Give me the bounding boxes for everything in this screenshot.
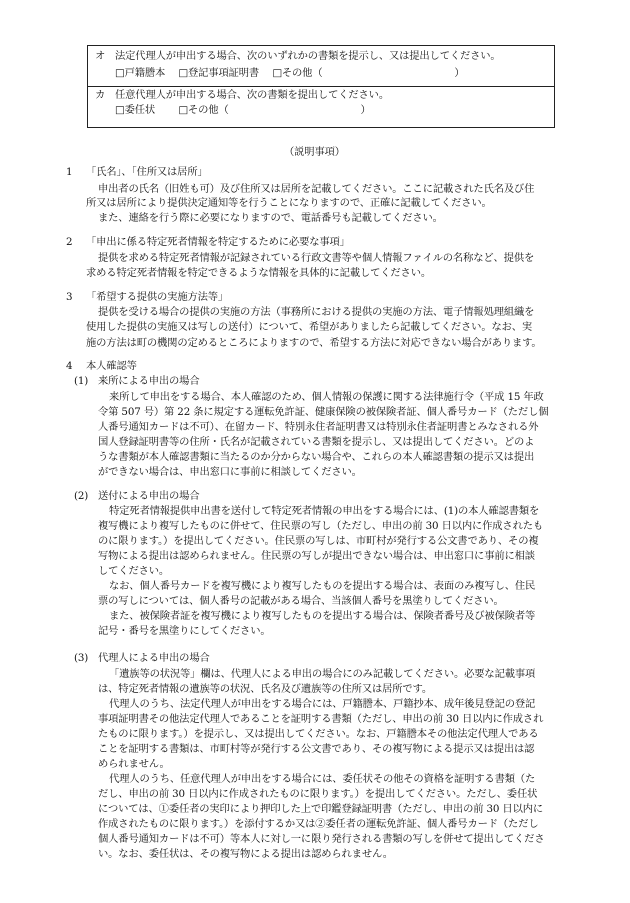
- subsection-3-line: 代理人のうち、任意代理人が申出をする場合には、委任状その他その資格を証明する書類（た: [109, 773, 536, 785]
- subsection-3-line: たものに限ります。）を提示し、又は提出してください。なお、戸籍謄本その他法定代理人である: [98, 728, 539, 740]
- subsection-1-line: 国人登録証明書等の住所・氏名が記載されている書類を提示し、又は提出してください。どのよ: [98, 436, 535, 448]
- subsection-2-line: なお、個人番号カードを複写機により複写したものを提出する場合は、表面のみ複写し、住民: [109, 580, 536, 592]
- subsection-3-line: については、①委任者の実印により押印した上で印鑑登録証明書（ただし、申出の前 30 日以内に: [98, 803, 544, 815]
- section-4-title: 本人確認等: [86, 360, 137, 372]
- subsection-2-line: 票の写しについては、個人番号の記載がある場合、当該個人番号を黒塗りしてください。: [98, 595, 504, 607]
- option-ka-checkboxes[interactable]: □委任状 □その他（ ）: [115, 104, 371, 116]
- section-2-title: 「申出に係る特定死者情報を特定するために必要な事項」: [86, 236, 350, 248]
- option-o-checkboxes[interactable]: □戸籍謄本 □登記事項証明書 □その他（ ）: [115, 67, 465, 79]
- section-1-line: また、連絡を行う際に必要になりますので、電話番号も記載してください。: [98, 212, 443, 224]
- subsection-3-line: 個人番号通知カードは不可）等本人に対し一に限り発行される書類の写しを併せて提出してくださ: [98, 833, 545, 845]
- subsection-3-line: 作成されたものに限ります。）を添付するか又は②委任者の運転免許証、個人番号カード（ただし: [98, 818, 539, 830]
- section-3-line: 施の方法は町の機関の定めるところによりますので、希望する方法に対応できない場合があります。: [86, 337, 542, 349]
- subsection-3-line: 「遺族等の状況等」欄は、代理人による申出の場合にのみ記載してください。必要な記載事項: [109, 668, 536, 680]
- section-1-line: 所又は居所により提供決定通知等を行うことになりますので、正確に記載してください。: [86, 197, 492, 209]
- subsection-3-line: 事項証明書その他法定代理人であることを証明する書類（ただし、申出の前 30 日以内に作成され: [98, 713, 544, 725]
- subsection-2-line: 記号・番号を黒塗りにしてください。: [98, 625, 271, 637]
- subsection-2-line: また、被保険者証を複写機により複写したものを提出する場合は、保険者番号及び被保険者等: [109, 610, 536, 622]
- subsection-2-line: 特定死者情報提供申出書を送付して特定死者情報の申出をする場合には、(1)の本人確認書類を: [109, 505, 540, 517]
- subsection-1-title: 来所による申出の場合: [98, 375, 200, 387]
- section-2-line: 求める特定死者情報を特定できるような情報を具体的に記載してください。: [86, 267, 431, 279]
- subsection-3-label: (3): [74, 652, 89, 664]
- subsection-3-line: は、特定死者情報の遺族等の状況、氏名及び遺族等の住所又は居所です。: [98, 683, 433, 695]
- subsection-3-title: 代理人による申出の場合: [98, 652, 210, 664]
- subsection-3-line: 代理人のうち、法定代理人が申出をする場合には、戸籍謄本、戸籍抄本、成年後見登記の登記: [109, 698, 536, 710]
- subsection-2-line: 写物による提出は認められません。住民票の写しが提出できない場合は、申出窓口に事前に相談: [98, 550, 535, 562]
- subsection-1-line: 令第 507 号）第 22 条に規定する運転免許証、健康保険の被保険者証、個人番号カード（ただし個: [98, 406, 549, 418]
- option-ka-text: 任意代理人が申出する場合、次の書類を提出してください。: [115, 89, 389, 101]
- section-3-line: 使用した提供の実施又は写しの送付）について、希望がありましたら記載してください。なお、実: [86, 321, 533, 333]
- section-2-number: 2: [66, 236, 73, 248]
- subsection-1-line: うな書類が本人確認書類に当たるのか分からない場合や、これらの本人確認書類の提示又は提出: [98, 451, 535, 463]
- subsection-1-line: 人番号通知カードは不可）、在留カード、特別永住者証明書又は特別永住者証明書とみなされる外: [98, 421, 539, 433]
- section-3-line: 提供を受ける場合の提供の実施の方法（事務所における提供の実施の方法、電子情報処理組織を: [98, 306, 535, 318]
- subsection-2-line: のに限ります。）を提出してください。住民票の写しは、市町村が発行する公文書であり、その複: [98, 535, 539, 547]
- section-1-title: 「氏名」、「住所又は居所」: [86, 166, 208, 178]
- section-3-title: 「希望する提供の実施方法等」: [86, 291, 229, 303]
- subsection-2-line: 複写機により複写したものに併せて、住民票の写し（ただし、申出の前 30 日以内に作成されたも: [98, 520, 544, 532]
- subsection-2-label: (2): [74, 490, 89, 502]
- section-4-number: 4: [66, 360, 73, 372]
- option-ka-marker: カ: [95, 89, 106, 101]
- section-2-line: 提供を求める特定死者情報が記録されている行政文書等や個人情報ファイルの名称など、提供を: [98, 252, 535, 264]
- subsection-2-line: してください。: [98, 565, 170, 577]
- subsection-1-line: 来所して申出をする場合、本人確認のため、個人情報の保護に関する法律施行令（平成 15 年政: [109, 391, 544, 403]
- section-3-number: 3: [66, 291, 73, 303]
- section-1-line: 申出者の氏名（旧姓も可）及び住所又は居所を記載してください。ここに記載された氏名及び住: [98, 183, 535, 195]
- option-o-text: 法定代理人が申出する場合、次のいずれかの書類を提示し、又は提出してください。: [115, 50, 501, 62]
- section-1-number: 1: [66, 166, 73, 178]
- subsection-3-line: だし、申出の前 30 日以内に作成されたものに限ります。）を提出してください。ただし、委任状: [98, 788, 538, 800]
- subsection-1-label: (1): [74, 375, 89, 387]
- explanation-heading: （説明事項）: [284, 146, 345, 158]
- subsection-3-line: ことを証明する書類は、市町村等が発行する公文書であり、その複写物による提示又は提出は認: [98, 743, 535, 755]
- subsection-2-title: 送付による申出の場合: [98, 490, 200, 502]
- subsection-3-line: められません。: [98, 758, 170, 770]
- option-o-marker: オ: [95, 50, 106, 62]
- subsection-1-line: ができない場合は、申出窓口に事前に相談してください。: [98, 466, 362, 478]
- subsection-3-line: い。なお、委任状は、その複写物による提出は認められません。: [98, 848, 393, 860]
